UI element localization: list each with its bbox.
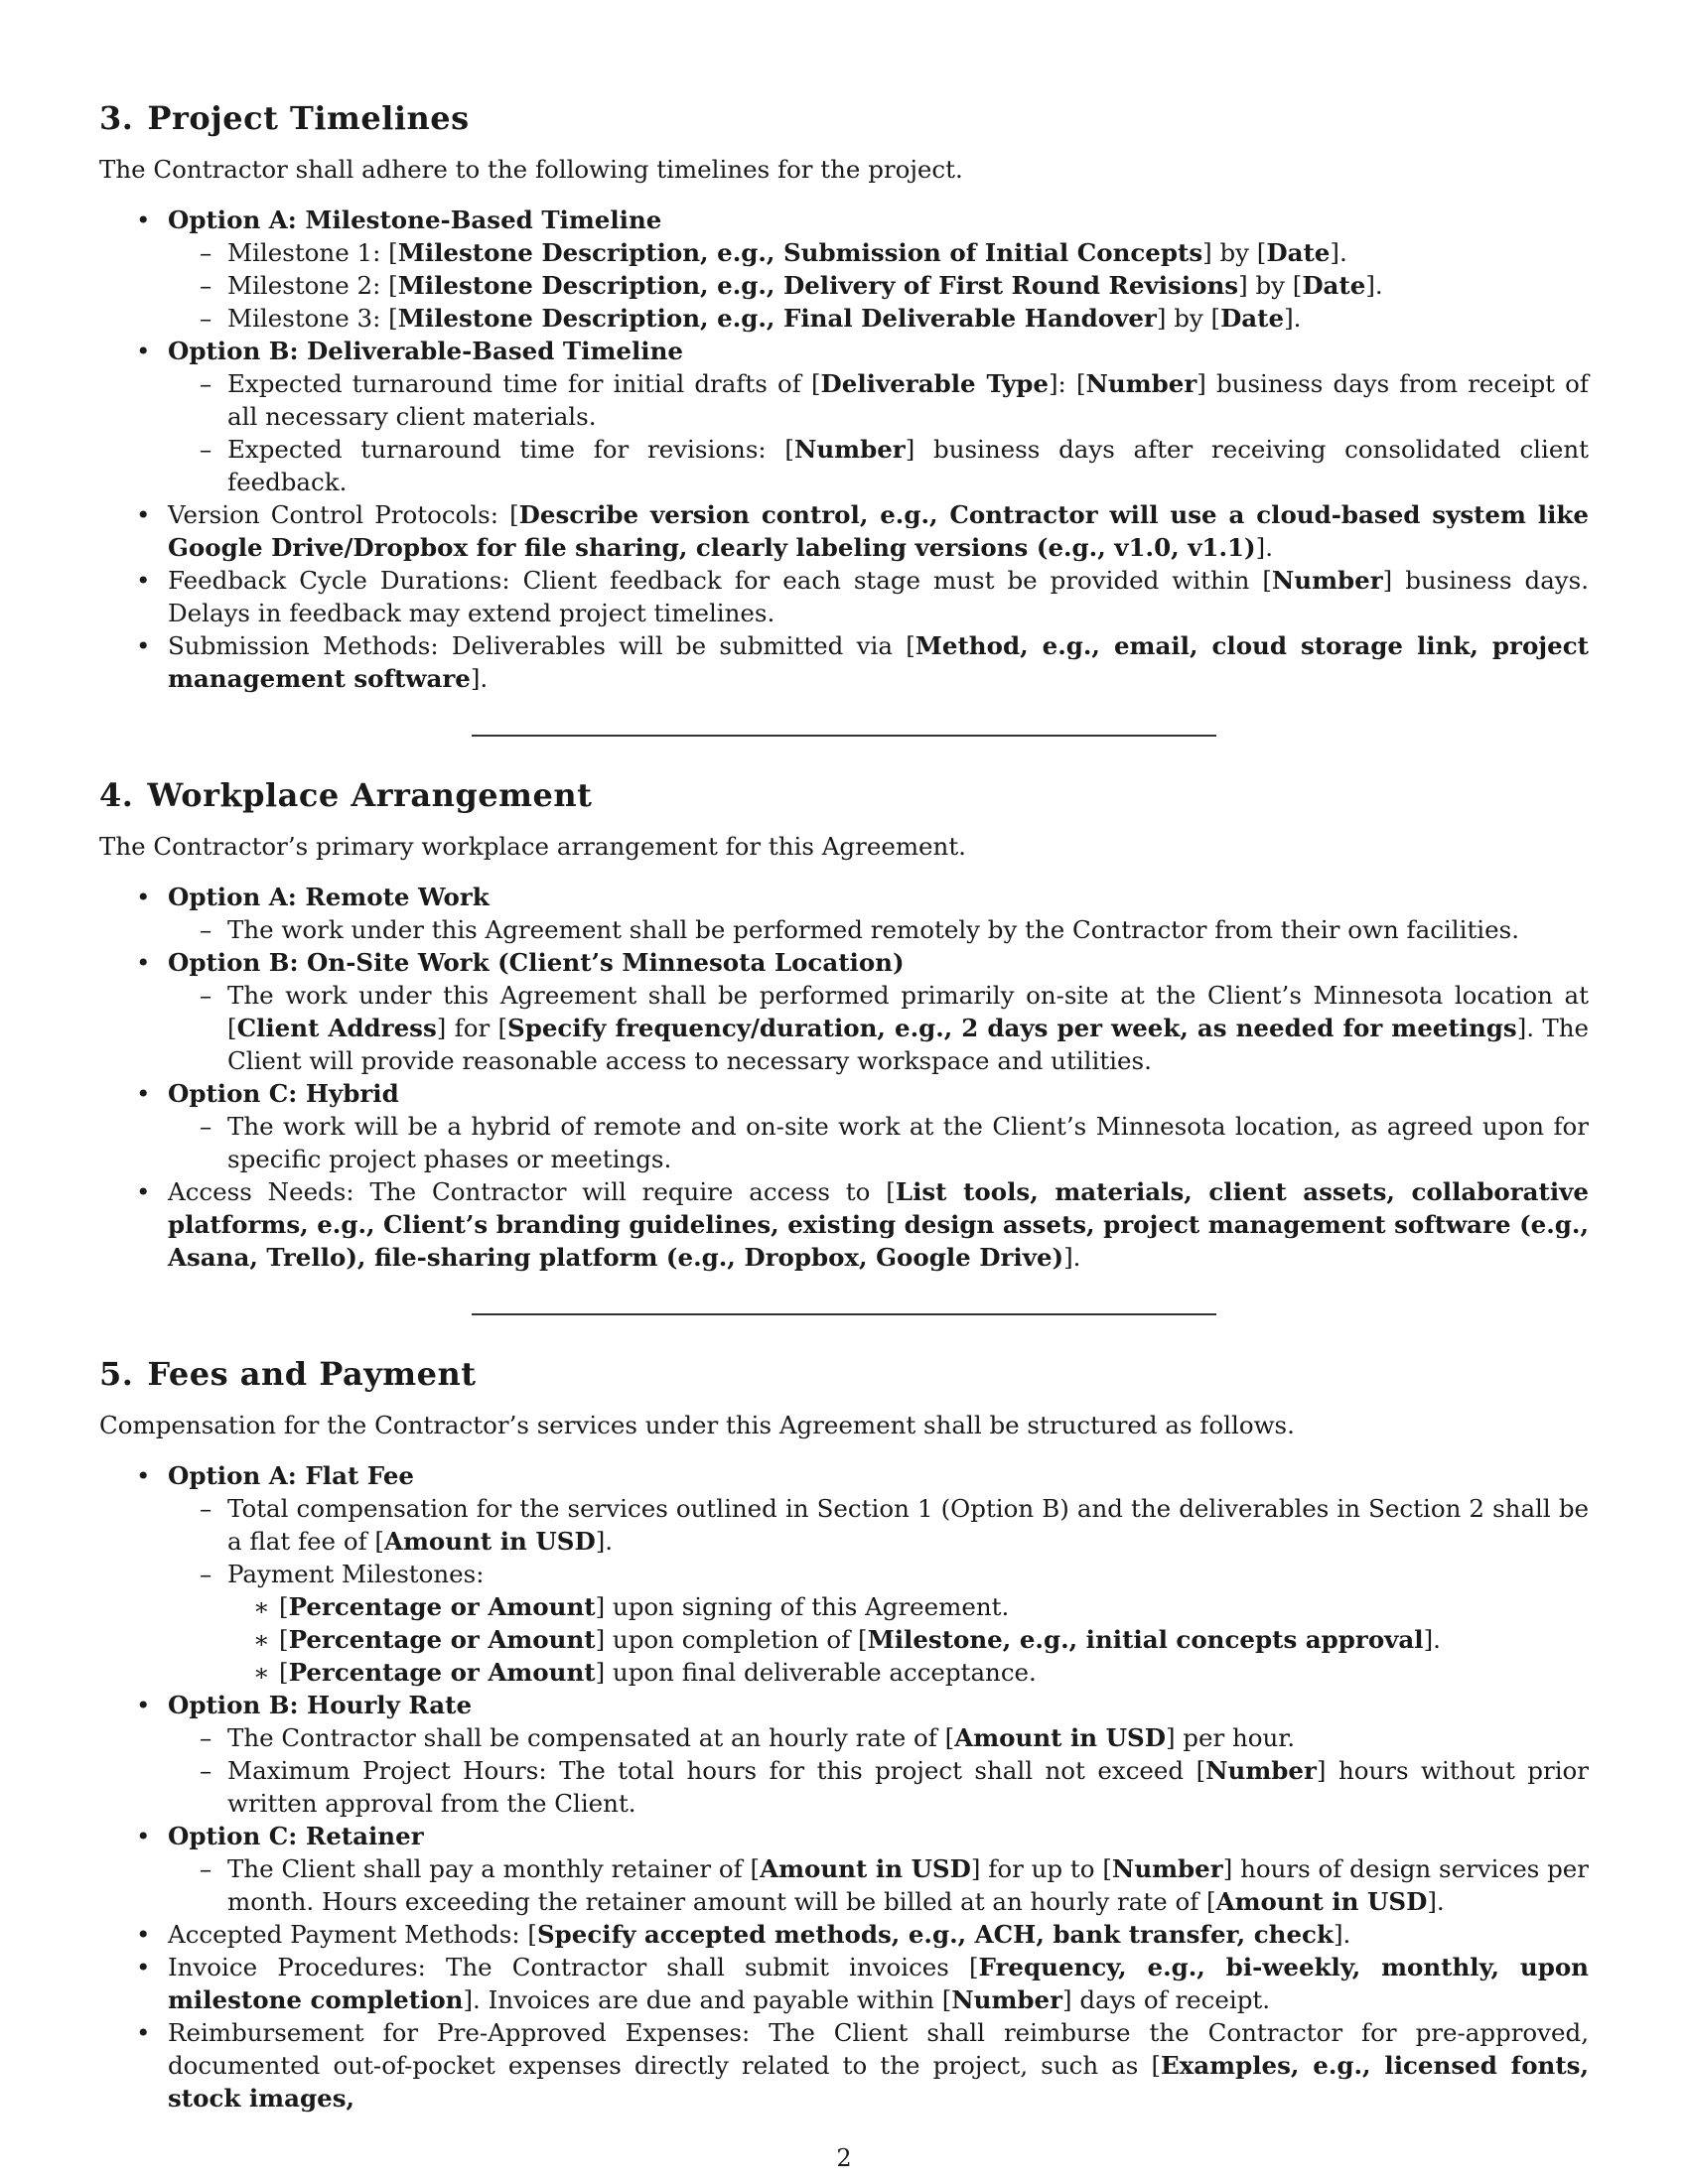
list-item bbox=[168, 1721, 1589, 1754]
text: Maximum Project Hours: The total hours for this project shall not exceed [ bbox=[227, 1756, 1206, 1785]
section-divider bbox=[472, 1313, 1216, 1315]
placeholder-field: Number bbox=[1205, 1756, 1317, 1785]
text: ] hours without prior written approval from the Client. bbox=[227, 1756, 1589, 1818]
placeholder-field: Percentage or Amount bbox=[288, 1658, 596, 1687]
section-4-number: 4. bbox=[99, 776, 134, 814]
text: ]. bbox=[1365, 271, 1383, 300]
sub-sub-list bbox=[227, 1590, 1589, 1689]
list-item bbox=[99, 1175, 1589, 1274]
text: Total compensation for the services outlined in Section 1 (Option B) and the deliverables in Section 2 shall be a flat fee of [ bbox=[227, 1494, 1589, 1556]
list-item bbox=[99, 1077, 1589, 1175]
option-title: Option B: Hourly Rate bbox=[168, 1691, 473, 1719]
sub-list bbox=[168, 913, 1589, 946]
list-item bbox=[99, 1820, 1589, 1918]
document-page bbox=[99, 85, 1589, 2115]
sub-list bbox=[168, 979, 1589, 1077]
section-4-list bbox=[99, 881, 1589, 1274]
text: ] by [ bbox=[1202, 238, 1267, 267]
list-item bbox=[99, 2016, 1589, 2115]
list-item bbox=[99, 946, 1589, 1077]
text: ] for [ bbox=[436, 1014, 507, 1042]
list-item bbox=[168, 1754, 1589, 1820]
placeholder-field: Amount in USD bbox=[954, 1723, 1166, 1752]
sub-list bbox=[168, 367, 1589, 498]
text: The Client shall pay a monthly retainer of [ bbox=[227, 1854, 761, 1883]
text: ]: [ bbox=[1048, 369, 1086, 398]
list-item bbox=[99, 498, 1589, 564]
list-item: – The work will be a hybrid of remote and on-site work at the Client’s Minnesota location, as agreed upon for specific project phases or meetings. bbox=[168, 1110, 1589, 1175]
sub-list bbox=[168, 1492, 1589, 1689]
placeholder-field: Client Address bbox=[236, 1014, 437, 1042]
text: ] business days from receipt of all necessary client materials. bbox=[227, 369, 1589, 431]
option-title: Option A: Milestone-Based Timeline bbox=[168, 205, 662, 234]
text: ]. bbox=[470, 664, 489, 693]
list-item bbox=[99, 629, 1589, 695]
placeholder-field: List tools, materials, client assets, collaborative platforms, e.g., Client’s branding guidelines, existing design assets, project management software (e.g., Asana, Trello), file-sharing platform (e.g., Dropbox, Google Drive) bbox=[168, 1177, 1589, 1272]
page-number: 2 bbox=[836, 2144, 852, 2172]
list-item bbox=[168, 1852, 1589, 1918]
placeholder-field: Amount in USD bbox=[1215, 1887, 1428, 1916]
list-item bbox=[168, 269, 1589, 302]
placeholder-field: Number bbox=[1085, 369, 1197, 398]
sub-list bbox=[168, 236, 1589, 335]
placeholder-field: Milestone Description, e.g., Delivery of First Round Revisions bbox=[397, 271, 1239, 300]
placeholder-field: Number bbox=[1271, 566, 1383, 595]
section-5-intro: Compensation for the Contractor’s services under this Agreement shall be structured as follows. bbox=[99, 1411, 1295, 1439]
list-item bbox=[99, 1918, 1589, 1951]
section-5-number: 5. bbox=[99, 1355, 134, 1393]
section-4-intro: The Contractor’s primary workplace arrangement for this Agreement. bbox=[99, 832, 966, 861]
text: ] days of receipt. bbox=[1062, 1985, 1271, 2014]
section-4-heading bbox=[99, 776, 1589, 814]
list-item bbox=[99, 1951, 1589, 2016]
option-title: Option C: Retainer bbox=[168, 1822, 424, 1850]
text: ] for up to [ bbox=[970, 1854, 1112, 1883]
text: Expected turnaround time for initial drafts of [ bbox=[227, 369, 821, 398]
section-3-title: Project Timelines bbox=[147, 99, 470, 137]
text: ]. bbox=[1330, 238, 1347, 267]
text: Accepted Payment Methods: [ bbox=[168, 1920, 537, 1949]
placeholder-field: Examples, e.g., licensed fonts, stock images, bbox=[168, 2051, 1589, 2113]
section-divider bbox=[472, 735, 1216, 737]
text: [ bbox=[279, 1625, 289, 1654]
text: ] by [ bbox=[1238, 271, 1303, 300]
text: ] hours of design services per month. Hours exceeding the retainer amount will be billed at an hourly rate of [ bbox=[227, 1854, 1590, 1916]
text: Version Control Protocols: [ bbox=[168, 500, 519, 529]
text: Invoice Procedures: The Contractor shall submit invoices [ bbox=[168, 1953, 979, 1981]
placeholder-field: Describe version control, e.g., Contractor will use a cloud-based system like Google Drive/Dropbox for file sharing, clearly labeling versions (e.g., v1.0, v1.1) bbox=[168, 500, 1589, 562]
section-5-heading bbox=[99, 1355, 1589, 1393]
text: Reimbursement for Pre-Approved Expenses: The Client shall reimburse the Contractor for pre-approved, documented out-of-pocket expenses directly related to the project, such as [ bbox=[168, 2018, 1589, 2080]
placeholder-field: Amount in USD bbox=[760, 1854, 971, 1883]
text: ]. The Client will provide reasonable access to necessary workspace and utilities. bbox=[227, 1014, 1589, 1075]
placeholder-field: Milestone Description, e.g., Final Deliverable Handover bbox=[397, 304, 1157, 333]
text: The Contractor shall be compensated at an hourly rate of [ bbox=[227, 1723, 955, 1752]
text: ] upon signing of this Agreement. bbox=[595, 1592, 1010, 1621]
placeholder-field: Number bbox=[793, 435, 906, 464]
list-item bbox=[227, 1656, 1589, 1689]
list-item bbox=[227, 1623, 1589, 1656]
text: ]. bbox=[595, 1527, 614, 1556]
placeholder-field: Milestone Description, e.g., Submission of Initial Concepts bbox=[397, 238, 1203, 267]
text: Payment Milestones: bbox=[227, 1560, 485, 1588]
text: Milestone 1: [ bbox=[227, 238, 398, 267]
section-3-number: 3. bbox=[99, 99, 134, 137]
placeholder-field: Amount in USD bbox=[384, 1527, 596, 1556]
sub-list bbox=[168, 1852, 1589, 1918]
text: ]. bbox=[1427, 1887, 1445, 1916]
text: Milestone 3: [ bbox=[227, 304, 398, 333]
text: ] upon completion of [ bbox=[595, 1625, 868, 1654]
option-title: Option A: Flat Fee bbox=[168, 1461, 415, 1490]
placeholder-field: Date bbox=[1302, 271, 1366, 300]
list-item bbox=[99, 335, 1589, 498]
text: ]. bbox=[1284, 304, 1302, 333]
placeholder-field: Date bbox=[1266, 238, 1331, 267]
text: ]. bbox=[1255, 533, 1274, 562]
sub-list bbox=[168, 1721, 1589, 1820]
text: Access Needs: The Contractor will require access to [ bbox=[168, 1177, 896, 1206]
text: ] by [ bbox=[1156, 304, 1221, 333]
text: [ bbox=[279, 1592, 289, 1621]
placeholder-field: Specify accepted methods, e.g., ACH, bank transfer, check bbox=[536, 1920, 1334, 1949]
section-3-intro: The Contractor shall adhere to the following timelines for the project. bbox=[99, 155, 963, 184]
section-5-list bbox=[99, 1459, 1589, 2115]
placeholder-field: Percentage or Amount bbox=[288, 1592, 596, 1621]
text: ]. bbox=[1063, 1243, 1081, 1272]
option-title: Option C: Hybrid bbox=[168, 1079, 399, 1108]
text: [ bbox=[279, 1658, 289, 1687]
list-item bbox=[99, 1689, 1589, 1820]
text: ]. Invoices are due and payable within [ bbox=[463, 1985, 952, 2014]
list-item bbox=[168, 1492, 1589, 1558]
section-4-title: Workplace Arrangement bbox=[147, 776, 593, 814]
placeholder-field: Date bbox=[1220, 304, 1285, 333]
section-3-list bbox=[99, 204, 1589, 695]
placeholder-field: Deliverable Type bbox=[820, 369, 1049, 398]
sub-list bbox=[168, 1110, 1589, 1175]
placeholder-field: Frequency, e.g., bi-weekly, monthly, upon milestone completion bbox=[168, 1953, 1589, 2014]
list-item bbox=[168, 1558, 1589, 1689]
option-title: Option A: Remote Work bbox=[168, 883, 490, 911]
text: ] upon final deliverable acceptance. bbox=[595, 1658, 1037, 1687]
placeholder-field: Number bbox=[1111, 1854, 1223, 1883]
list-item bbox=[168, 433, 1589, 498]
list-item bbox=[168, 979, 1589, 1077]
list-item bbox=[227, 1590, 1589, 1623]
placeholder-field: Method, e.g., email, cloud storage link, project management software bbox=[168, 631, 1589, 693]
list-item bbox=[99, 881, 1589, 946]
list-item bbox=[168, 236, 1589, 269]
text: ]. bbox=[1423, 1625, 1441, 1654]
list-item bbox=[168, 302, 1589, 335]
placeholder-field: Specify frequency/duration, e.g., 2 days per week, as needed for meetings bbox=[507, 1014, 1517, 1042]
option-title: Option B: On-Site Work (Client’s Minnesota Location) bbox=[168, 948, 905, 977]
text: Expected turnaround time for revisions: [ bbox=[227, 435, 794, 464]
text: Milestone 2: [ bbox=[227, 271, 398, 300]
section-5-title: Fees and Payment bbox=[147, 1355, 477, 1393]
list-item bbox=[168, 367, 1589, 433]
text: ] business days after receiving consolidated client feedback. bbox=[227, 435, 1589, 496]
text: Feedback Cycle Durations: Client feedback for each stage must be provided within [ bbox=[168, 566, 1272, 595]
text: The work under this Agreement shall be performed primarily on-site at the Client’s Minnesota location at [ bbox=[227, 981, 1589, 1042]
section-3-heading bbox=[99, 99, 1589, 137]
list-item bbox=[99, 564, 1589, 629]
placeholder-field: Milestone, e.g., initial concepts approval bbox=[867, 1625, 1424, 1654]
option-title: Option B: Deliverable-Based Timeline bbox=[168, 337, 683, 365]
placeholder-field: Number bbox=[951, 1985, 1063, 2014]
text: ] per hour. bbox=[1165, 1723, 1296, 1752]
list-item bbox=[99, 204, 1589, 335]
text: Submission Methods: Deliverables will be submitted via [ bbox=[168, 631, 915, 660]
list-item bbox=[99, 1459, 1589, 1689]
text: ]. bbox=[1333, 1920, 1351, 1949]
placeholder-field: Percentage or Amount bbox=[288, 1625, 596, 1654]
text: ] business days. Delays in feedback may extend project timelines. bbox=[168, 566, 1589, 627]
list-item: – The work under this Agreement shall be performed remotely by the Contractor from their own facilities. bbox=[168, 913, 1589, 946]
